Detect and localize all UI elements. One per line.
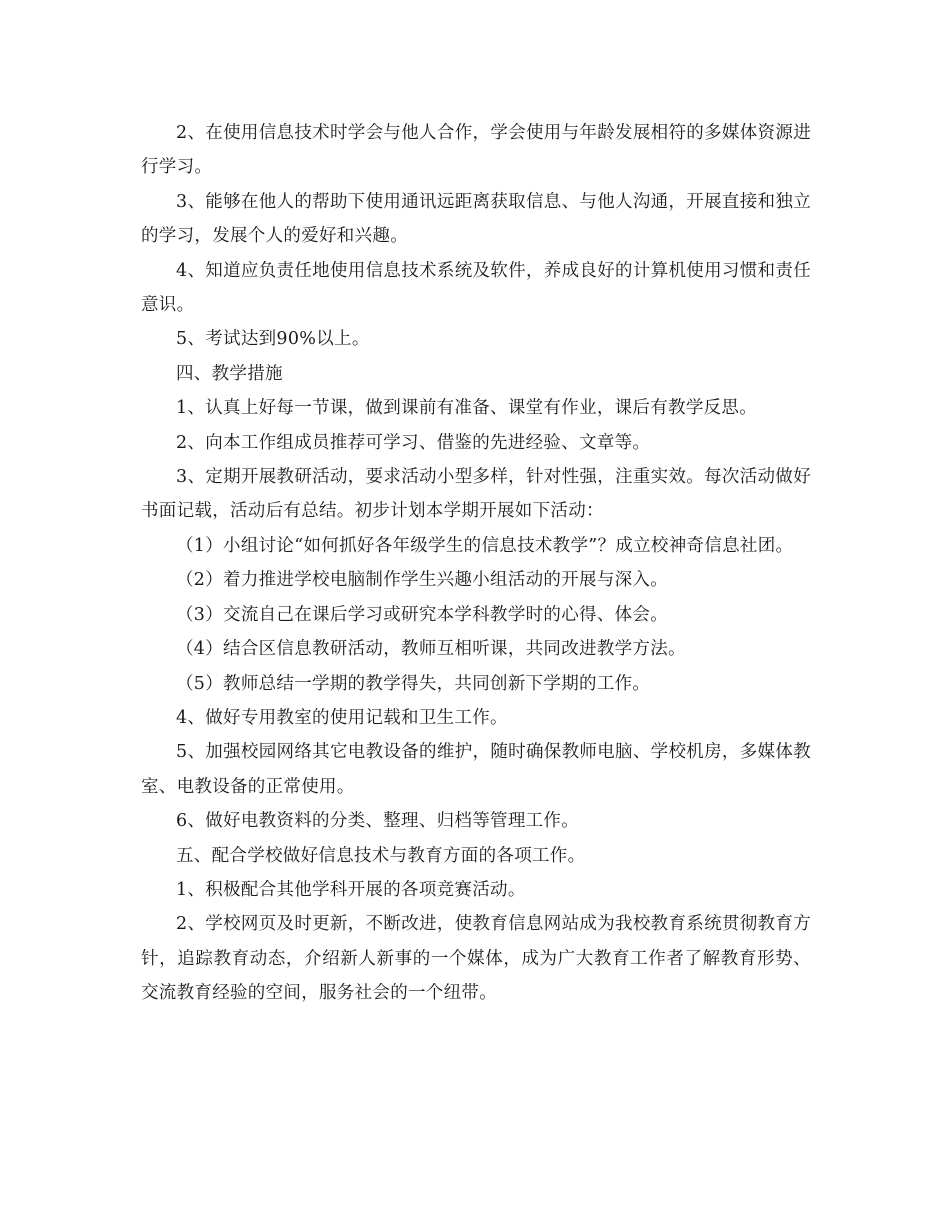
sub-paragraph: （1）小组讨论“如何抓好各年级学生的信息技术教学”？成立校神奇信息社团。 bbox=[176, 535, 794, 556]
paragraph: 5、加强校园网络其它电教设备的维护，随时确保教师电脑、学校机房，多媒体教室、电教设备的正常使用。 bbox=[141, 742, 811, 797]
sub-paragraph: （4）结合区信息教研活动，教师互相听课，共同改进教学方法。 bbox=[176, 639, 686, 660]
document-body bbox=[141, 116, 811, 1011]
paragraph: 1、认真上好每一节课，做到课前有准备、课堂有作业，课后有教学反思。 bbox=[176, 398, 758, 419]
paragraph: 1、积极配合其他学科开展的各项竞赛活动。 bbox=[176, 879, 526, 900]
paragraph: 3、定期开展教研活动，要求活动小型多样，针对性强，注重实效。每次活动做好书面记载，活动后有总结。初步计划本学期开展如下活动： bbox=[141, 467, 811, 522]
sub-paragraph: （5）教师总结一学期的教学得失，共同创新下学期的工作。 bbox=[176, 673, 651, 694]
paragraph: 2、在使用信息技术时学会与他人合作，学会使用与年龄发展相符的多媒体资源进行学习。 bbox=[141, 123, 811, 178]
paragraph: 2、向本工作组成员推荐可学习、借鉴的先进经验、文章等。 bbox=[176, 432, 651, 453]
sub-paragraph: （3）交流自己在课后学习或研究本学科教学时的心得、体会。 bbox=[176, 604, 669, 625]
paragraph: 4、知道应负责任地使用信息技术系统及软件，养成良好的计算机使用习惯和责任意识。 bbox=[141, 260, 811, 316]
paragraph: 4、做好专用教室的使用记载和卫生工作。 bbox=[176, 707, 508, 728]
paragraph: 5、考试达到90%以上。 bbox=[176, 329, 370, 350]
section-heading: 五、配合学校做好信息技术与教育方面的各项工作。 bbox=[176, 845, 586, 866]
paragraph: 3、能够在他人的帮助下使用通讯远距离获取信息、与他人沟通，开展直接和独立的学习，发展个人的爱好和兴趣。 bbox=[141, 191, 811, 247]
paragraph: 6、做好电教资料的分类、整理、归档等管理工作。 bbox=[176, 811, 580, 832]
paragraph: 2、学校网页及时更新，不断改进，使教育信息网站成为我校教育系统贯彻教育方针，追踪教育动态，介绍新人新事的一个媒体，成为广大教育工作者了解教育形势、交流教育经验的空间，服务社会的一个纽带。 bbox=[141, 914, 811, 1004]
sub-paragraph: （2）着力推进学校电脑制作学生兴趣小组活动的开展与深入。 bbox=[176, 570, 669, 591]
section-heading: 四、教学措施 bbox=[176, 363, 283, 384]
